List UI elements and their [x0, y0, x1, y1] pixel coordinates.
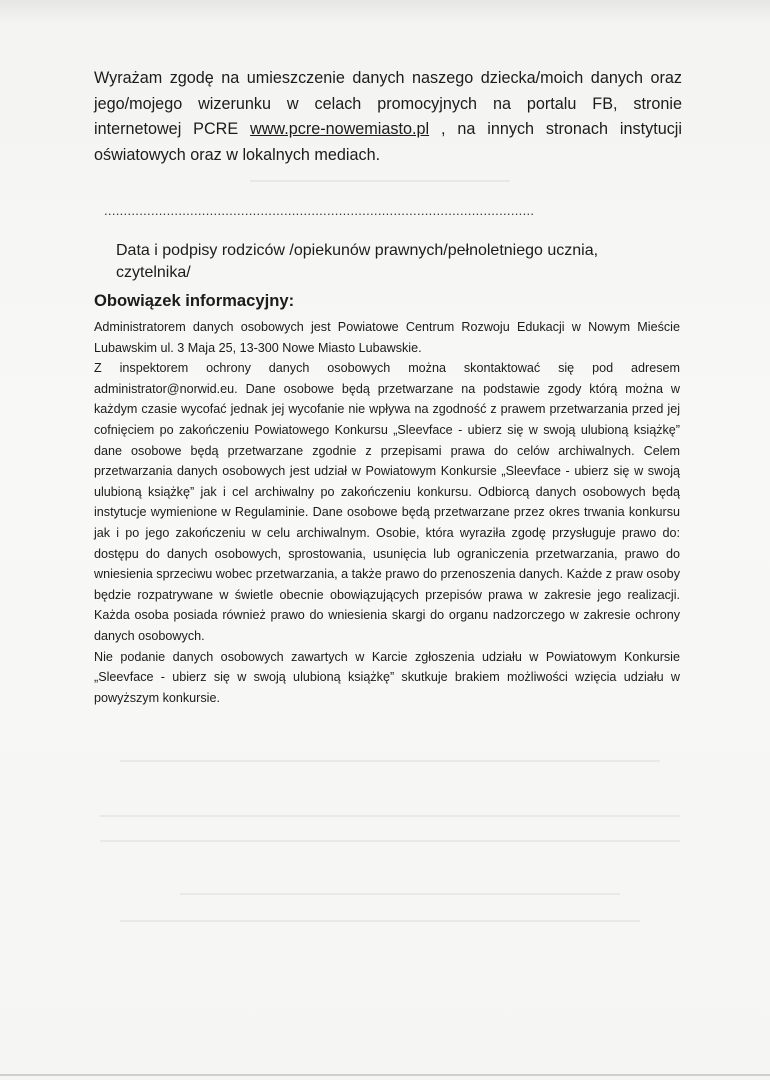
scan-bottom-edge	[0, 1074, 770, 1076]
information-paragraph: Z inspektorem ochrony danych osobowych można skontaktować się pod adresem administrator@norwid.eu. Dane osobowe będą przetwarzane na podstawie zgody którą można w każdym czasie wycofać jednak jej wycofanie nie wpływa na zgodność z prawem przetwarzania przed jej cofnięciem po zakończeniu Powiatowego Konkursu „Sleevface - ubierz się w swoją ulubioną książkę” dane osobowe będą przetwarzane zgodnie z przepisami prawa do celów archiwalnych. Celem przetwarzania danych osobowych jest udział w Powiatowym Konkursie „Sleevface - ubierz się w swoją ulubioną książkę” jak i cel archiwalny po zakończeniu konkursu. Odbiorcą danych osobowych będą instytucje wymienione w Regulaminie. Dane osobowe będą przetwarzane przez okres trwania konkursu jak i po jego zakończeniu w celu archiwalnym. Osobie, która wyraziła zgodę przysługuje prawo do: dostępu do danych osobowych, sprostowania, usunięcia lub ograniczenia przetwarzania, prawo do wniesienia sprzeciwu wobec przetwarzania, a także prawo do przenoszenia danych. Każde z praw osoby będzie rozpatrywane w świetle obecnie obowiązujących przepisów prawa w zakresie jego realizacji. Każda osoba posiada również prawo do wniesienia skargi do organu nadzorczego w zakresie ochrony danych osobowych.	[94, 361, 680, 643]
consent-text-start: Wyrażam zgodę na umieszczenie danych naszego dziecka/moich danych oraz jego/mojego wizerunku w celach promocyjnych na portalu FB, stronie internetowej PCRE	[94, 69, 682, 138]
information-heading: Obowiązek informacyjny:	[94, 291, 295, 310]
information-paragraph: Administratorem danych osobowych jest Powiatowe Centrum Rozwoju Edukacji w Nowym Mieście Lubawskim ul. 3 Maja 25, 13-300 Nowe Miasto Lubawskie.	[94, 320, 680, 355]
show-through-mark	[120, 920, 640, 922]
information-paragraph: Nie podanie danych osobowych zawartych w Karcie zgłoszenia udziału w Powiatowym Konkursie „Sleevface - ubierz się w swoją ulubioną książkę” skutkuje brakiem możliwości wzięcia udziału w powyższym konkursie.	[94, 649, 680, 705]
consent-text-end: , na innych stronach instytucji oświatowych oraz w lokalnych mediach.	[94, 120, 682, 164]
show-through-mark	[100, 815, 680, 817]
information-body	[94, 317, 680, 708]
show-through-mark	[250, 180, 510, 182]
show-through-mark	[120, 760, 660, 762]
consent-statement	[94, 66, 682, 168]
scan-top-edge	[0, 0, 770, 22]
show-through-mark	[180, 893, 620, 895]
signature-dotted-line: ..............................................................................................................	[104, 203, 535, 218]
show-through-mark	[100, 840, 680, 842]
website-link[interactable]: www.pcre-nowemiasto.pl	[250, 120, 430, 138]
signature-label: Data i podpisy rodziców /opiekunów prawnych/pełnoletniego ucznia, czytelnika/	[116, 242, 599, 281]
